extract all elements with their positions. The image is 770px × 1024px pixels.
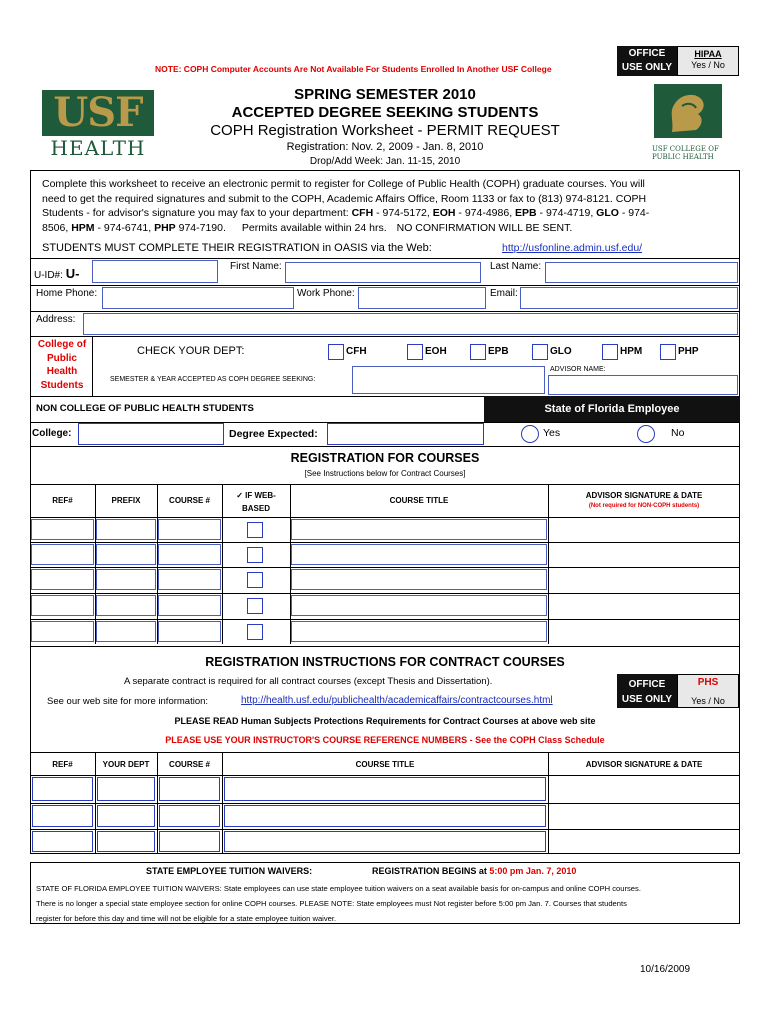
glo-code: GLO <box>596 207 619 219</box>
cfh-code: CFH <box>351 207 374 219</box>
address-input[interactable] <box>83 313 738 335</box>
hipaa-label: HIPAA <box>694 49 722 59</box>
home-phone-input[interactable] <box>102 287 294 309</box>
state-employee-yes-radio[interactable] <box>521 425 539 443</box>
state-employee-header: State of Florida Employee <box>484 396 740 422</box>
hpm-code: HPM <box>71 221 95 234</box>
last-name-label: Last Name: <box>490 261 542 272</box>
instructor-reference-note: PLEASE USE YOUR INSTRUCTOR'S COURSE REFERENCE NUMBERS - See the COPH Class Schedule <box>165 735 605 745</box>
address-label: Address: <box>36 314 76 325</box>
contract-dept-input-3[interactable] <box>97 831 155 852</box>
email-input[interactable] <box>520 287 738 309</box>
office-use-label <box>617 46 677 76</box>
prefix-input-3[interactable] <box>96 569 156 590</box>
contract-course-input-1[interactable] <box>159 777 220 801</box>
coph-students-side-label <box>32 338 92 392</box>
last-name-input[interactable] <box>545 262 738 283</box>
contract-courses-title: REGISTRATION INSTRUCTIONS FOR CONTRACT COURSES <box>205 655 565 669</box>
advisor-not-required-note: (Not required for NON-COPH students) <box>588 503 700 509</box>
advisor-name-label: ADVISOR NAME: <box>550 366 606 373</box>
degree-expected-label: Degree Expected: <box>229 428 318 440</box>
course-number-input-1[interactable] <box>158 519 221 540</box>
eoh-code: EOH <box>432 207 456 219</box>
human-subjects-note: PLEASE READ Human Subjects Protections Requirements for Contract Courses at above web site <box>174 716 596 726</box>
contract-ref-column-header: REF# <box>52 760 73 769</box>
contract-office-label: OFFICE <box>628 679 666 690</box>
permits-note: Permits available within 24 hrs. <box>241 221 387 234</box>
home-phone-label: Home Phone: <box>36 288 98 299</box>
use-only-label: USE ONLY <box>621 62 673 73</box>
email-label: Email: <box>490 288 518 299</box>
course-title-input-1[interactable] <box>291 519 547 540</box>
office-label: OFFICE <box>628 48 666 59</box>
contract-course-input-3[interactable] <box>159 831 220 852</box>
college-label: College: <box>32 428 72 439</box>
uid-prefix: U- <box>65 266 80 281</box>
registration-title: REGISTRATION FOR COURSES <box>290 451 480 465</box>
side-label-1: College of <box>37 339 87 350</box>
contract-course-input-2[interactable] <box>159 805 220 827</box>
hipaa-options: Yes / No <box>691 60 725 70</box>
side-label-2: Public <box>46 352 77 364</box>
intro-line-4 <box>42 221 732 236</box>
epb-fax: - 974-4719, <box>536 207 597 219</box>
yes-label: Yes <box>543 427 561 439</box>
ref-input-3[interactable] <box>31 569 94 590</box>
first-name-label: First Name: <box>230 261 282 272</box>
intro-paragraph <box>42 177 732 235</box>
contract-office-use-label <box>617 674 677 708</box>
registration-dates: Registration: Nov. 2, 2009 - Jan. 8, 2010 <box>286 141 484 153</box>
web-based-column-header <box>222 489 290 515</box>
prefix-input-4[interactable] <box>96 595 156 616</box>
intro-line-2: need to get the required signatures and submit to the COPH, Academic Affairs Office, Room 1133 or fax to (813) 974-8121. COPH <box>42 192 647 205</box>
oasis-instruction: STUDENTS MUST COMPLETE THEIR REGISTRATION in OASIS via the Web: <box>42 242 432 254</box>
worksheet-title: COPH Registration Worksheet - PERMIT REQUEST <box>210 122 560 139</box>
prefix-input-1[interactable] <box>96 519 156 540</box>
web-based-line2: BASED <box>241 504 270 513</box>
glo-checkbox[interactable] <box>532 344 548 360</box>
intro-line-1: Complete this worksheet to receive an electronic permit to register for College of Public Health (COPH) graduate courses. You will <box>42 178 645 190</box>
web-based-checkbox-1[interactable] <box>247 522 263 538</box>
usf-health-logo <box>42 90 154 160</box>
waiver-text <box>36 881 736 926</box>
side-label-3: Health <box>46 366 78 377</box>
state-employee-no-radio[interactable] <box>637 425 655 443</box>
course-number-input-2[interactable] <box>158 544 221 565</box>
phs-box <box>677 674 739 708</box>
web-based-line1: ✓ IF WEB- <box>236 491 276 500</box>
oasis-link[interactable]: http://usfonline.admin.usf.edu/ <box>502 242 643 254</box>
eoh-label: EOH <box>425 346 447 357</box>
course-number-input-5[interactable] <box>158 621 221 642</box>
contract-dept-input-1[interactable] <box>97 777 155 801</box>
eoh-checkbox[interactable] <box>407 344 423 360</box>
contract-ref-input-3[interactable] <box>32 831 93 852</box>
hpm-fax: - 974-6741, <box>94 221 155 234</box>
ref-column-header: REF# <box>52 496 73 505</box>
prefix-column-header: PREFIX <box>111 496 141 505</box>
epb-code: EPB <box>515 207 537 219</box>
first-name-input[interactable] <box>285 262 481 283</box>
course-title-input-3[interactable] <box>291 569 547 590</box>
phs-label: PHS <box>697 677 719 688</box>
contract-title-input-3[interactable] <box>224 831 546 852</box>
no-label: No <box>671 427 685 439</box>
non-coph-title: NON COLLEGE OF PUBLIC HEALTH STUDENTS <box>36 403 254 414</box>
students-title: ACCEPTED DEGREE SEEKING STUDENTS <box>231 104 539 121</box>
registration-begins-text: REGISTRATION BEGINS at <box>372 866 490 876</box>
ref-input-4[interactable] <box>31 595 94 616</box>
php-checkbox[interactable] <box>660 344 676 360</box>
semester-accepted-input[interactable] <box>352 366 545 394</box>
intro-line-3-text: Students - for advisor's signature you may fax to your department: <box>42 207 352 219</box>
intro-line-3 <box>42 206 732 221</box>
contract-advisor-column-header: ADVISOR SIGNATURE & DATE <box>585 760 703 769</box>
hpm-checkbox[interactable] <box>602 344 618 360</box>
cfh-fax: - 974-5172, <box>373 207 433 219</box>
uid-input[interactable] <box>92 260 218 283</box>
work-phone-input[interactable] <box>358 287 486 309</box>
contract-use-only-label: USE ONLY <box>621 694 673 705</box>
coph-logo-line1: USF COLLEGE OF <box>652 145 719 153</box>
hpm-label: HPM <box>620 346 643 357</box>
contract-web-text: See our web site for more information: <box>47 696 209 707</box>
drop-add-dates: Drop/Add Week: Jan. 11-15, 2010 <box>309 156 461 167</box>
registration-subtitle: [See Instructions below for Contract Courses] <box>304 469 466 478</box>
glo-label: GLO <box>550 346 572 357</box>
registration-begins-time: 5:00 pm Jan. 7, 2010 <box>489 866 577 876</box>
work-phone-label: Work Phone: <box>297 288 355 299</box>
web-based-checkbox-3[interactable] <box>247 572 263 588</box>
course-title-column-header: COURSE TITLE <box>389 496 449 505</box>
uid-label <box>34 266 79 281</box>
eoh-fax: - 974-4986, <box>455 207 516 219</box>
side-label-4: Students <box>40 379 84 391</box>
contract-ref-input-2[interactable] <box>32 805 93 827</box>
registration-begins <box>372 866 576 876</box>
waiver-line-3: register for before this day and time will not be eligible for a state employee tuition waiver. <box>36 914 337 923</box>
php-label: PHP <box>678 346 699 357</box>
course-title-input-2[interactable] <box>291 544 547 565</box>
cfh-checkbox[interactable] <box>328 344 344 360</box>
cfh-label: CFH <box>346 346 367 357</box>
contract-title-column-header: COURSE TITLE <box>355 760 415 769</box>
advisor-name-input[interactable] <box>548 375 738 395</box>
web-based-checkbox-5[interactable] <box>247 624 263 640</box>
uid-label-text: U-ID#: <box>34 270 63 281</box>
contract-dept-input-2[interactable] <box>97 805 155 827</box>
web-based-checkbox-4[interactable] <box>247 598 263 614</box>
check-dept-label: CHECK YOUR DEPT: <box>137 345 245 357</box>
contract-ref-input-1[interactable] <box>32 777 93 801</box>
health-wordmark: HEALTH <box>50 136 146 160</box>
phs-options: Yes / No <box>691 696 725 706</box>
glo-fax-end: 8506, <box>42 221 72 234</box>
no-confirmation-note: NO CONFIRMATION WILL BE SENT. <box>396 221 573 234</box>
contract-dept-column-header: YOUR DEPT <box>102 760 150 769</box>
contract-course-column-header: COURSE # <box>169 760 210 769</box>
contract-title-input-2[interactable] <box>224 805 546 827</box>
php-fax: 974-7190. <box>175 221 226 234</box>
epb-checkbox[interactable] <box>470 344 486 360</box>
web-based-checkbox-2[interactable] <box>247 547 263 563</box>
advisor-signature-column-header: ADVISOR SIGNATURE & DATE <box>585 491 703 500</box>
college-input[interactable] <box>78 423 224 445</box>
php-code: PHP <box>154 221 176 234</box>
course-title-input-5[interactable] <box>291 621 547 642</box>
course-number-input-4[interactable] <box>158 595 221 616</box>
ref-input-5[interactable] <box>31 621 94 642</box>
prefix-input-2[interactable] <box>96 544 156 565</box>
hipaa-box <box>677 46 739 76</box>
coph-logo-line2: PUBLIC HEALTH <box>652 153 714 161</box>
course-number-input-3[interactable] <box>158 569 221 590</box>
usf-wordmark: USF <box>42 90 154 136</box>
course-number-column-header: COURSE # <box>169 496 210 505</box>
ref-input-2[interactable] <box>31 544 94 565</box>
contract-required-text: A separate contract is required for all contract courses (except Thesis and Dissertation). <box>124 676 493 687</box>
coph-logo <box>652 82 724 166</box>
glo-fax: - 974- <box>618 207 650 219</box>
waiver-heading: STATE EMPLOYEE TUITION WAIVERS: <box>146 866 313 876</box>
waiver-line-1: STATE OF FLORIDA EMPLOYEE TUITION WAIVERS: State employees can use state employee tuition waivers on a seat available basis for on-campus and online COPH courses. <box>36 884 641 893</box>
note-text: NOTE: COPH Computer Accounts Are Not Available For Students Enrolled In Another USF College <box>155 64 552 74</box>
contract-courses-link[interactable]: http://health.usf.edu/publichealth/academicaffairs/contractcourses.html <box>241 695 553 706</box>
semester-accepted-label: SEMESTER & YEAR ACCEPTED AS COPH DEGREE SEEKING: <box>110 376 316 383</box>
ref-input-1[interactable] <box>31 519 94 540</box>
coph-emblem-icon <box>652 82 724 140</box>
epb-label: EPB <box>488 346 509 357</box>
course-title-input-4[interactable] <box>291 595 547 616</box>
waiver-line-2: There is no longer a special state employee section for online COPH courses. PLEASE NOTE: State employees must Not register before 5:00 pm Jan. 7. Courses that students <box>36 899 627 908</box>
contract-title-input-1[interactable] <box>224 777 546 801</box>
degree-expected-input[interactable] <box>327 423 484 445</box>
revision-date: 10/16/2009 <box>640 964 691 975</box>
semester-title: SPRING SEMESTER 2010 <box>294 86 476 103</box>
prefix-input-5[interactable] <box>96 621 156 642</box>
